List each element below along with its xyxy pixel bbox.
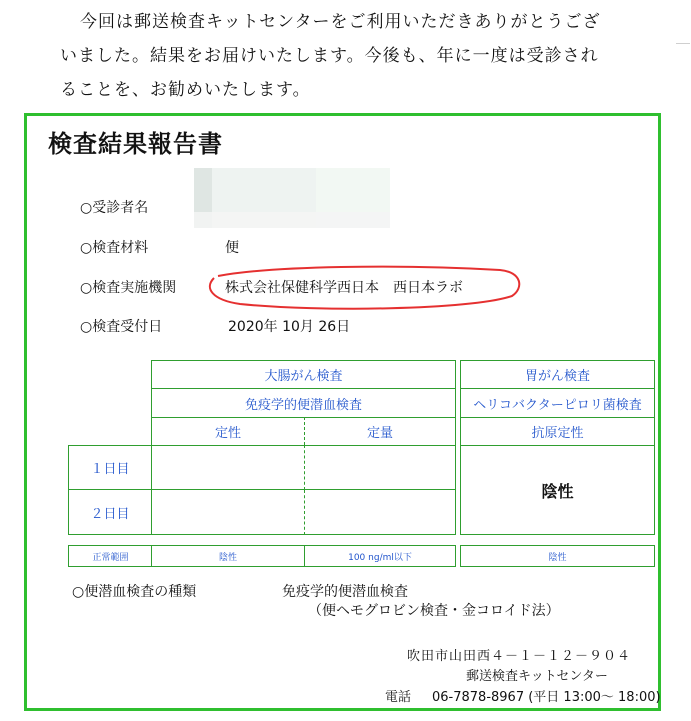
day2-qual-cell	[151, 490, 304, 535]
col-quant: 定量	[366, 426, 393, 441]
row-day1-label-cell	[68, 445, 152, 490]
page-edge-mark	[676, 43, 690, 44]
method-label: ○便潜血検査の種類	[72, 584, 197, 600]
normal-label: 正常範囲	[92, 552, 129, 563]
colon-method-cell	[151, 388, 456, 417]
gastric-method-cell	[460, 388, 655, 417]
colon-header-cell	[151, 360, 456, 388]
field-label-date: ○検査受付日	[80, 319, 163, 335]
row-day1-label: １日目	[90, 462, 130, 477]
normal-label-cell	[68, 545, 152, 567]
field-label-lab: ○検査実施機関	[80, 280, 177, 296]
intro-line-3: ることを、お勧めいたします。	[60, 80, 311, 100]
gastric-header: 胃がん検査	[524, 369, 590, 384]
gastric-col: 抗原定性	[531, 426, 584, 441]
footer-center: 郵送検査キットセンター	[466, 669, 608, 684]
field-label-specimen: ○検査材料	[80, 240, 149, 256]
col-qual: 定性	[214, 426, 241, 441]
footer-address: 吹田市山田西４－１－１２－９０４	[407, 649, 632, 664]
colon-header: 大腸がん検査	[264, 369, 343, 384]
red-circle-annotation	[200, 258, 530, 318]
intro-line-2: いました。結果をお届けいたします。今後も、年に一度は受診され	[60, 46, 599, 66]
normal-quant-cell	[304, 545, 456, 567]
intro-line-1: 今回は郵送検査キットセンターをご利用いただきありがとうござ	[80, 12, 601, 32]
normal-qual: 陰性	[218, 552, 237, 563]
normal-gastric-cell	[460, 545, 655, 567]
gastric-result: 陰性	[541, 481, 574, 501]
day1-qual-cell	[151, 445, 304, 490]
row-day2-label-cell	[68, 490, 152, 535]
field-label-patient: ○受診者名	[80, 200, 149, 216]
day1-quant-cell	[304, 445, 456, 490]
row-day2-label: ２日目	[90, 506, 130, 522]
col-quant-cell	[304, 417, 456, 445]
footer-phone: 06-7878-8967 (平日 13:00～ 18:00)	[432, 690, 661, 705]
col-qual-cell	[151, 417, 304, 445]
method-value: 免疫学的便潜血検査	[282, 584, 408, 600]
field-value-date: 2020年 10月 26日	[228, 319, 351, 335]
gastric-col-cell	[460, 417, 655, 445]
normal-qual-cell	[151, 545, 304, 567]
normal-gastric: 陰性	[548, 552, 567, 563]
gastric-header-cell	[460, 360, 655, 388]
gastric-method: ヘリコバクターピロリ菌検査	[473, 397, 642, 413]
gastric-result-cell	[460, 445, 655, 535]
method-detail: （便ヘモグロビン検査・金コロイド法）	[308, 603, 560, 619]
colon-method: 免疫学的便潜血検査	[244, 397, 362, 413]
day2-quant-cell	[304, 490, 456, 535]
footer-phone-label: 電話	[385, 690, 412, 705]
redacted-patient-name	[194, 168, 390, 228]
report-title: 検査結果報告書	[48, 130, 223, 158]
field-value-specimen: 便	[225, 240, 239, 256]
field-value-lab: 株式会社保健科学西日本 西日本ラボ	[225, 280, 463, 296]
normal-quant: 100 ng/ml以下	[348, 552, 412, 563]
